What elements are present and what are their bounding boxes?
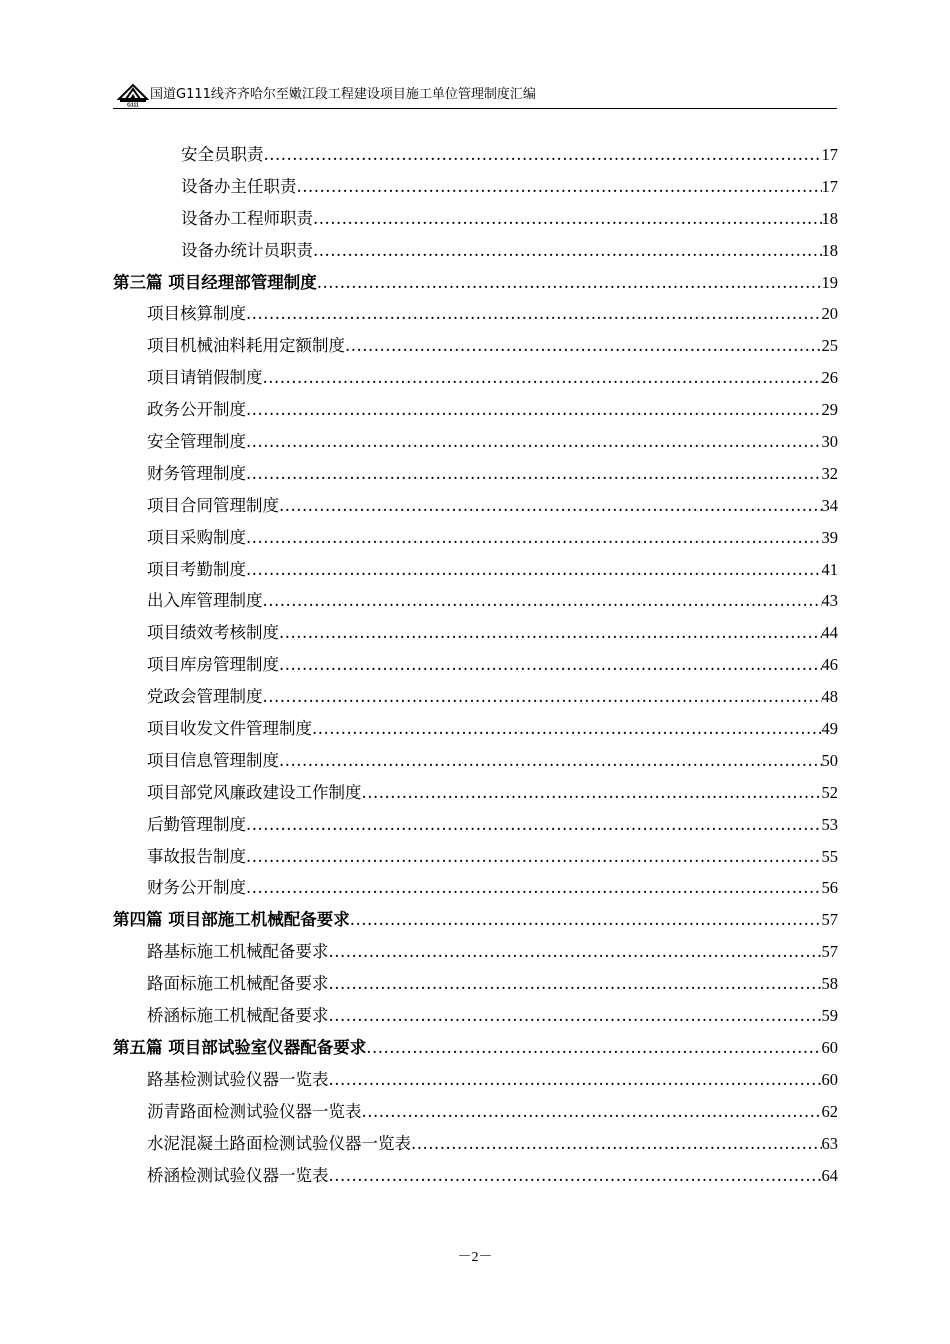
- toc-dot-leader: [279, 649, 822, 681]
- toc-entry-page: 53: [821, 814, 838, 834]
- toc-entry[interactable]: [113, 362, 838, 394]
- toc-entry-title: 项目部党风廉政建设工作制度: [147, 782, 362, 802]
- toc-entry-title: 水泥混凝土路面检测试验仪器一览表: [147, 1133, 411, 1153]
- page-number: －2－: [457, 1250, 493, 1265]
- toc-entry-title: 项目考勤制度: [147, 559, 246, 579]
- toc-dot-leader: [246, 394, 822, 426]
- toc-entry-page: 46: [821, 655, 838, 675]
- toc-entry[interactable]: [113, 1064, 838, 1096]
- toc-dot-leader: [263, 681, 822, 713]
- toc-entry-page: 64: [821, 1165, 838, 1185]
- toc-entry-page: 29: [821, 400, 838, 420]
- toc-entry-page: 57: [821, 910, 838, 930]
- toc-entry[interactable]: [113, 745, 838, 777]
- toc-entry-title: 安全员职责: [181, 145, 264, 164]
- toc-dot-leader: [279, 490, 822, 522]
- toc-entry[interactable]: [113, 841, 838, 873]
- toc-entry-page: 48: [821, 687, 838, 707]
- toc-entry-title: 沥青路面检测试验仪器一览表: [147, 1101, 362, 1121]
- toc-dot-leader: [329, 1000, 822, 1032]
- toc-entry-page: 59: [821, 1006, 838, 1026]
- page-header: [113, 82, 837, 109]
- toc-entry-title: 安全管理制度: [147, 432, 246, 452]
- toc-entry-title: 政务公开制度: [147, 400, 246, 420]
- toc-dot-leader: [246, 872, 822, 904]
- toc-entry-title: 第五篇 项目部试验室仪器配备要求: [113, 1037, 367, 1057]
- toc-dot-leader: [246, 809, 822, 841]
- toc-entry-title: 项目核算制度: [147, 304, 246, 324]
- toc-entry-title: 项目信息管理制度: [147, 750, 279, 770]
- toc-entry-page: 52: [821, 782, 838, 802]
- toc-dot-leader: [279, 617, 822, 649]
- toc-entry-page: 55: [821, 846, 838, 866]
- toc-entry[interactable]: [113, 617, 838, 649]
- toc-entry-title: 项目收发文件管理制度: [147, 719, 312, 739]
- toc-dot-leader: [264, 139, 822, 171]
- toc-dot-leader: [312, 713, 822, 745]
- toc-dot-leader: [246, 298, 822, 330]
- toc-entry-page: 50: [821, 750, 838, 770]
- toc-entry-page: 56: [821, 878, 838, 898]
- table-of-contents: [113, 139, 838, 1191]
- toc-entry-title: 设备办工程师职责: [181, 208, 313, 228]
- toc-entry-page: 60: [821, 1037, 838, 1057]
- toc-entry-page: 44: [821, 623, 838, 643]
- toc-dot-leader: [329, 1160, 822, 1192]
- toc-dot-leader: [297, 171, 822, 203]
- toc-entry-page: 26: [821, 368, 838, 388]
- toc-entry[interactable]: [113, 649, 838, 681]
- toc-entry-title: 项目库房管理制度: [147, 655, 279, 675]
- toc-entry-page: 25: [821, 336, 838, 356]
- toc-entry[interactable]: [113, 1000, 838, 1032]
- toc-dot-leader: [279, 745, 822, 777]
- toc-entry-page: 30: [821, 432, 838, 452]
- toc-dot-leader: [362, 1096, 822, 1128]
- toc-entry[interactable]: [113, 267, 838, 299]
- toc-entry-page: 49: [821, 719, 838, 739]
- toc-dot-leader: [350, 904, 822, 936]
- toc-dot-leader: [313, 203, 822, 235]
- toc-entry[interactable]: [113, 904, 838, 936]
- toc-entry-title: 项目机械油料耗用定额制度: [147, 336, 345, 356]
- toc-entry[interactable]: [113, 936, 838, 968]
- toc-entry-page: 18: [821, 240, 838, 260]
- toc-entry[interactable]: [113, 522, 838, 554]
- toc-entry[interactable]: [113, 554, 838, 586]
- g111-logo-icon: [117, 83, 149, 107]
- toc-entry-title: 事故报告制度: [147, 846, 246, 866]
- toc-dot-leader: [411, 1128, 822, 1160]
- toc-entry-page: 32: [821, 463, 838, 483]
- toc-entry[interactable]: [113, 777, 838, 809]
- toc-entry[interactable]: [113, 298, 838, 330]
- toc-entry-page: 63: [821, 1133, 838, 1153]
- toc-entry[interactable]: [113, 968, 838, 1000]
- toc-entry[interactable]: [113, 490, 838, 522]
- toc-entry[interactable]: [113, 394, 838, 426]
- toc-dot-leader: [263, 585, 822, 617]
- toc-entry-title: 路基标施工机械配备要求: [147, 942, 329, 962]
- toc-entry[interactable]: [113, 713, 838, 745]
- toc-dot-leader: [329, 968, 822, 1000]
- toc-entry-title: 设备办主任职责: [181, 176, 297, 196]
- toc-dot-leader: [362, 777, 822, 809]
- toc-entry-title: 设备办统计员职责: [181, 240, 313, 260]
- toc-entry-page: 17: [821, 145, 838, 164]
- toc-entry[interactable]: [113, 203, 838, 235]
- toc-entry[interactable]: [113, 458, 838, 490]
- toc-entry[interactable]: [113, 1128, 838, 1160]
- toc-dot-leader: [313, 235, 822, 267]
- toc-dot-leader: [329, 936, 822, 968]
- toc-entry-page: 58: [821, 974, 838, 994]
- toc-entry-page: 43: [821, 591, 838, 611]
- toc-entry-title: 桥涵标施工机械配备要求: [147, 1006, 329, 1026]
- toc-dot-leader: [329, 1064, 822, 1096]
- toc-dot-leader: [246, 522, 822, 554]
- toc-entry-page: 34: [821, 495, 838, 515]
- toc-entry-title: 路基检测试验仪器一览表: [147, 1069, 329, 1089]
- header-title: 国道G111线齐齐哈尔至嫩江段工程建设项目施工单位管理制度汇编: [150, 87, 536, 102]
- toc-entry[interactable]: [113, 330, 838, 362]
- toc-entry[interactable]: [113, 872, 838, 904]
- toc-dot-leader: [263, 362, 822, 394]
- toc-entry[interactable]: [113, 681, 838, 713]
- toc-entry-title: 出入库管理制度: [147, 591, 263, 611]
- toc-dot-leader: [366, 1032, 821, 1064]
- toc-dot-leader: [246, 458, 822, 490]
- toc-entry-title: 财务公开制度: [147, 878, 246, 898]
- toc-entry-title: 项目绩效考核制度: [147, 623, 279, 643]
- toc-entry-title: 第三篇 项目经理部管理制度: [113, 272, 317, 292]
- toc-dot-leader: [345, 330, 822, 362]
- toc-entry[interactable]: [113, 426, 838, 458]
- toc-entry[interactable]: [113, 1160, 838, 1192]
- toc-entry-page: 20: [821, 304, 838, 324]
- toc-entry-page: 39: [821, 527, 838, 547]
- toc-entry-title: 路面标施工机械配备要求: [147, 974, 329, 994]
- toc-dot-leader: [246, 554, 822, 586]
- toc-entry-page: 57: [821, 942, 838, 962]
- toc-dot-leader: [246, 426, 822, 458]
- toc-entry-title: 第四篇 项目部施工机械配备要求: [113, 910, 350, 930]
- toc-entry[interactable]: [113, 585, 838, 617]
- toc-entry[interactable]: [113, 1032, 838, 1064]
- toc-entry-page: 41: [821, 559, 838, 579]
- toc-dot-leader: [317, 267, 822, 299]
- toc-entry[interactable]: [113, 139, 838, 171]
- toc-entry-title: 后勤管理制度: [147, 814, 246, 834]
- toc-entry-title: 项目采购制度: [147, 527, 246, 547]
- toc-entry-title: 项目合同管理制度: [147, 495, 279, 515]
- toc-entry-page: 19: [821, 272, 838, 292]
- toc-entry[interactable]: [113, 809, 838, 841]
- toc-entry[interactable]: [113, 235, 838, 267]
- svg-text:G111: G111: [127, 102, 139, 107]
- toc-entry-title: 党政会管理制度: [147, 687, 263, 707]
- toc-entry-page: 60: [821, 1069, 838, 1089]
- toc-entry[interactable]: [113, 1096, 838, 1128]
- toc-entry-title: 桥涵检测试验仪器一览表: [147, 1165, 329, 1185]
- toc-entry-title: 项目请销假制度: [147, 368, 263, 388]
- toc-entry-page: 62: [821, 1101, 838, 1121]
- toc-entry-page: 17: [821, 176, 838, 196]
- toc-entry-title: 财务管理制度: [147, 463, 246, 483]
- toc-dot-leader: [246, 841, 822, 873]
- toc-entry[interactable]: [113, 171, 838, 203]
- toc-entry-page: 18: [821, 208, 838, 228]
